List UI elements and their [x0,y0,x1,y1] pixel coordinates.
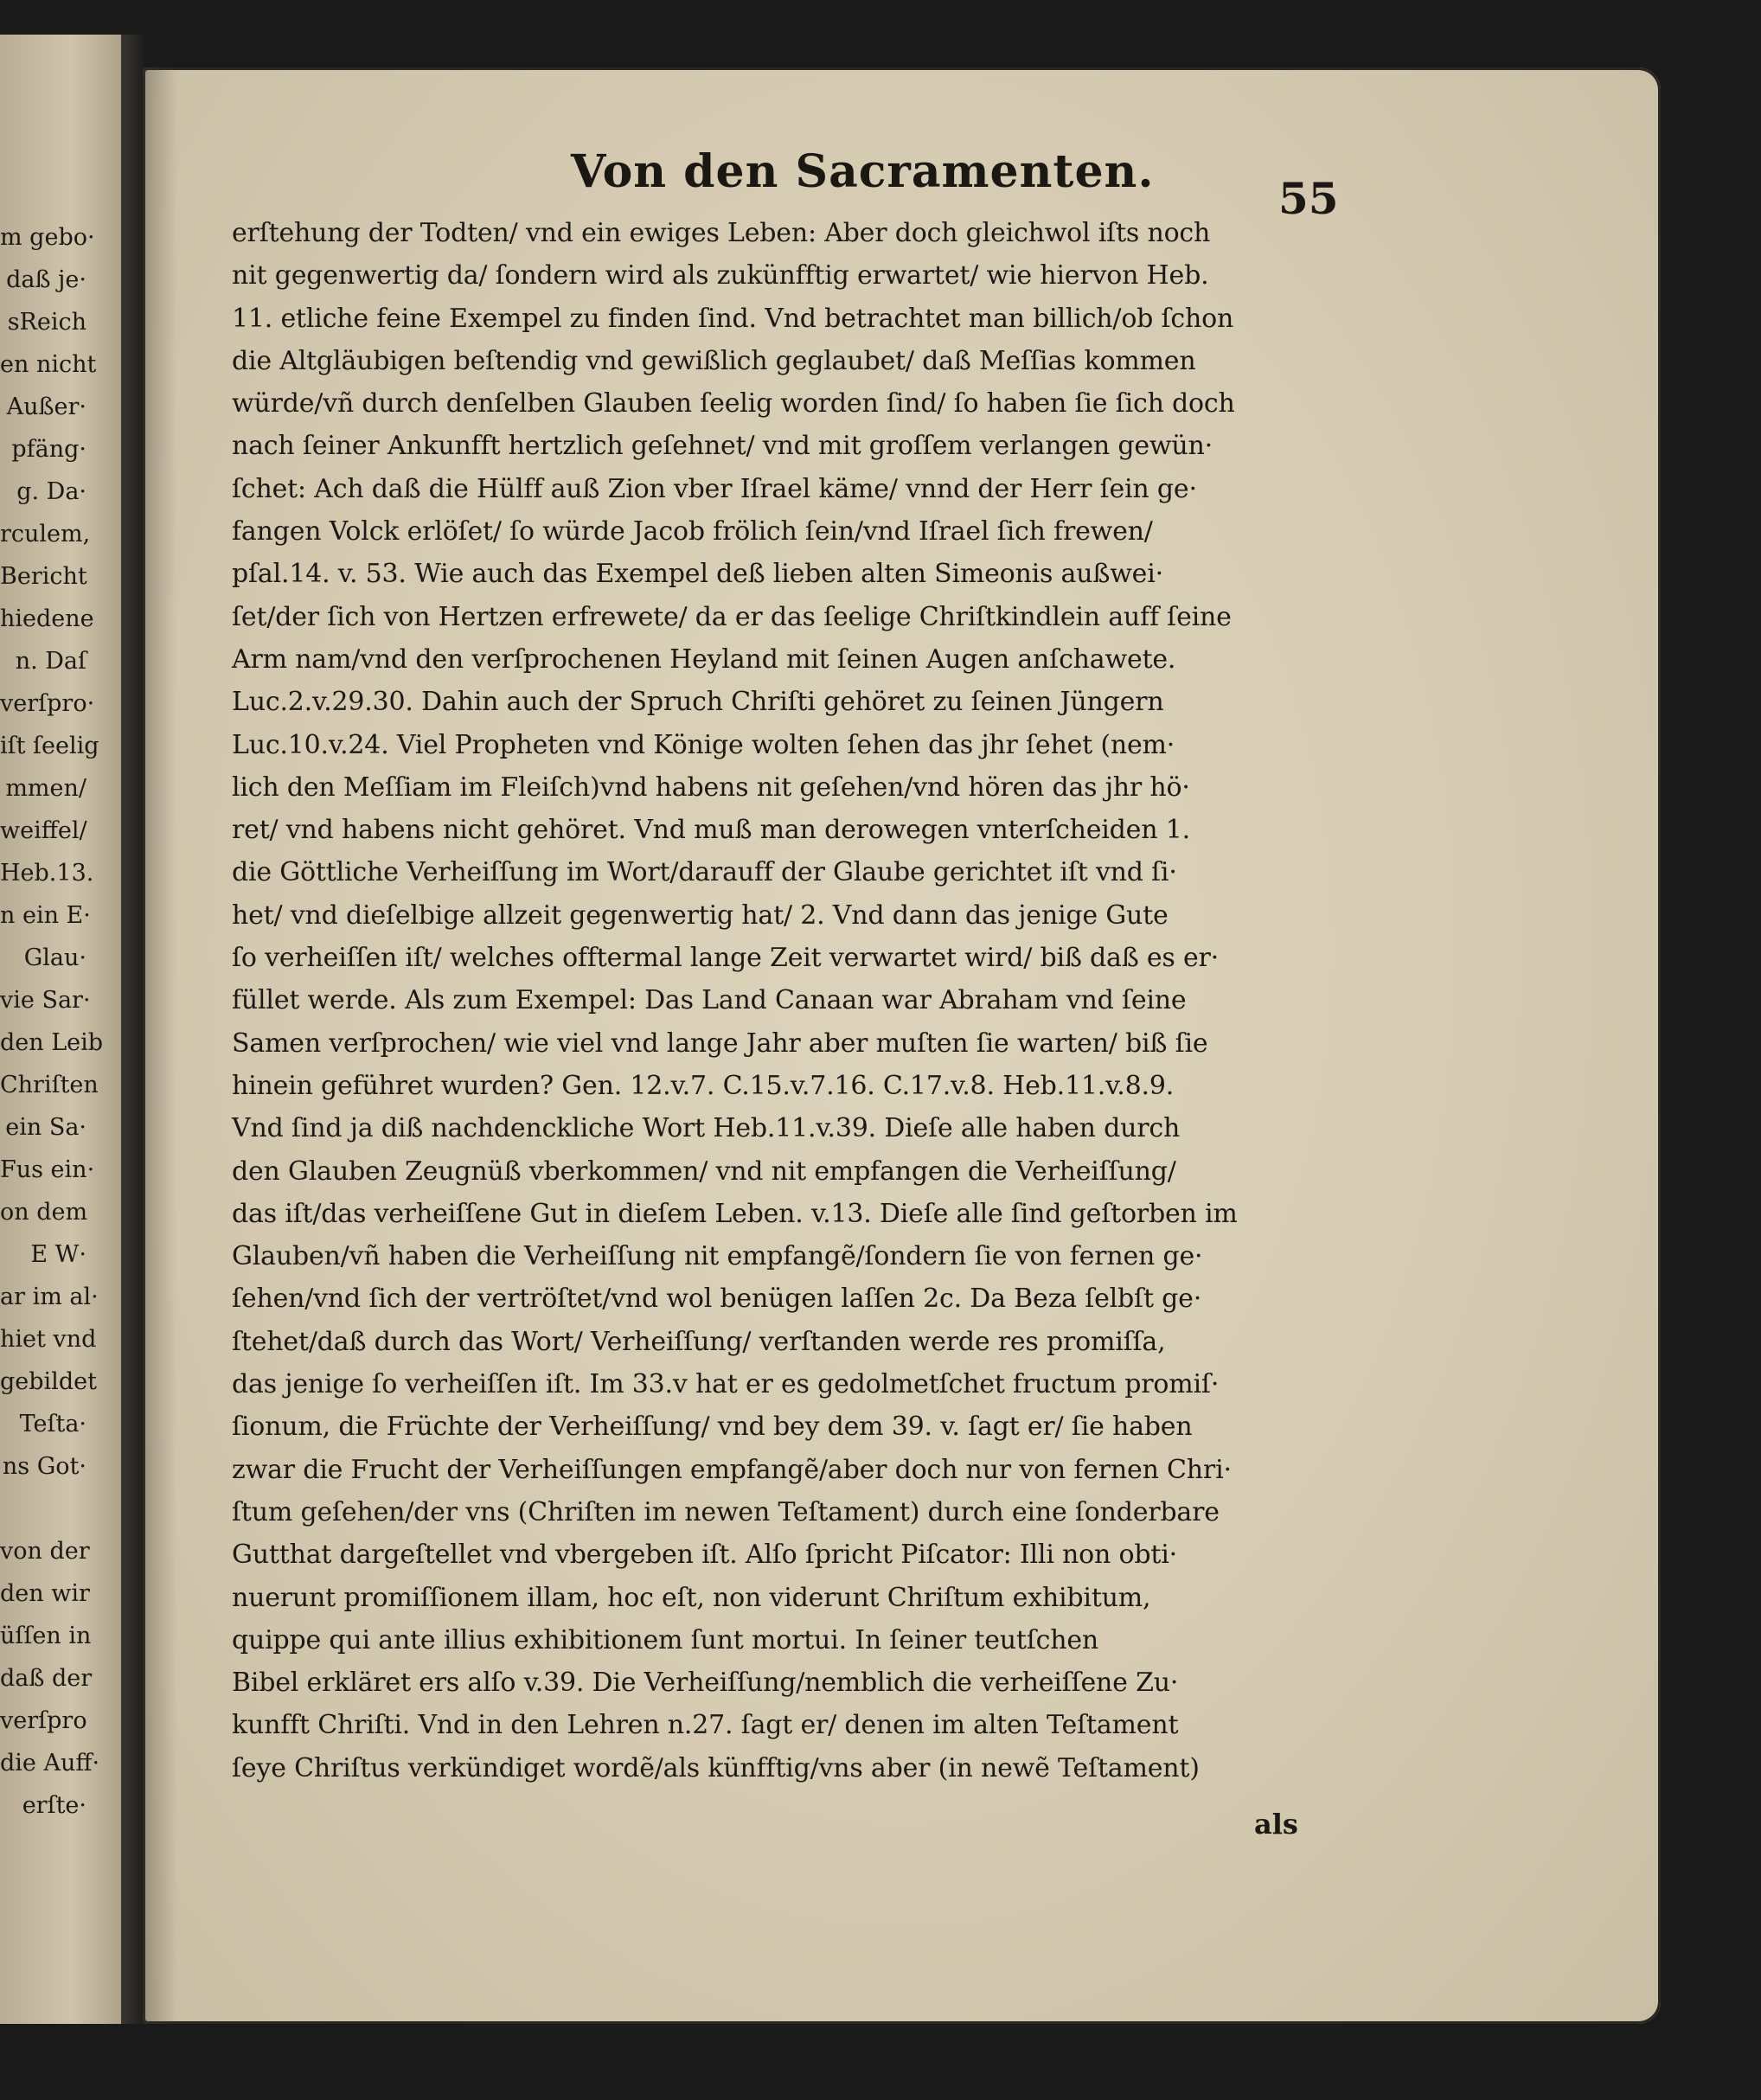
text-line: füllet werde. Als zum Exempel: Das Land Canaan war Abraham vnd ſeine [232,985,1187,1016]
left-page-fragment: mmen/ [5,775,86,802]
text-line: Bibel erkläret ers alſo v.39. Die Verheiſſung/nemblich die verheiſſene Zu· [232,1668,1179,1699]
left-page-fragment: ns Got· [2,1453,86,1480]
left-page-fragment: vie Sar· [0,987,91,1014]
left-page-edge [0,35,130,2024]
text-line: Luc.2.v.29.30. Dahin auch der Spruch Chriſti gehöret zu ſeinen Jüngern [232,687,1164,718]
text-line: nach ſeiner Ankunfft hertzlich geſehnet/ vnd mit groſſem verlangen gewün· [232,431,1213,462]
left-page-fragment: von der [0,1538,90,1565]
left-page-fragment: Außer· [6,394,86,420]
text-line: Vnd ſind ja diß nachdenckliche Wort Heb.11.v.39. Dieſe alle haben durch [232,1113,1181,1144]
left-page-fragment: ar im al· [0,1284,99,1310]
left-page-fragment: erſte· [22,1792,86,1819]
left-page-fragment: iſt ſeelig [0,733,99,759]
text-line: ret/ vnd habens nicht gehöret. Vnd muß man derowegen vnterſcheiden 1. [232,815,1190,846]
left-page-fragment: die Auff· [0,1750,100,1777]
text-line: ſchet: Ach daß die Hülff auß Zion vber Iſrael käme/ vnnd der Herr ſein ge· [232,473,1197,504]
left-page-fragment: m gebo· [0,224,95,251]
left-page-fragment: Teſta· [19,1411,86,1437]
text-line: lich den Meſſiam im Fleiſch)vnd habens nit geſehen/vnd hören das jhr hö· [232,771,1190,803]
text-line: ſehen/vnd ſich der vertröſtet/vnd wol benügen laſſen 2c. Da Beza ſelbſt ge· [232,1284,1202,1315]
left-page-fragment: n. Daſ [15,648,86,675]
text-line: Arm nam/vnd den verſprochenen Heyland mit ſeinen Augen anſchawete. [232,643,1176,675]
left-page-fragment: E W· [30,1241,86,1268]
left-page-fragment: üſſen in [0,1623,92,1649]
left-page-fragment: pfäng· [11,436,86,463]
left-page-fragment: weiffel/ [0,817,87,844]
left-page-fragment: sReich [7,309,86,336]
left-page-fragment: Glau· [23,944,86,971]
text-line: kunfft Chriſti. Vnd in den Lehren n.27. ſagt er/ denen im alten Teſtament [232,1710,1179,1741]
page-number: 55 [1278,173,1339,224]
text-line: fangen Volck erlöſet/ ſo würde Jacob frölich ſein/vnd Iſrael ſich frewen/ [232,516,1153,547]
text-line: ſet/der ſich von Hertzen erfrewete/ da er das ſeelige Chriſtkindlein auff ſeine [232,601,1232,632]
text-line: ſtum geſehen/der vns (Chriſten im newen Teſtament) durch eine ſonderbare [232,1496,1220,1527]
text-line: nuerunt promiſſionem illam, hoc eſt, non viderunt Chriſtum exhibitum, [232,1582,1151,1613]
text-line: das jenige ſo verheiſſen iſt. Im 33.v hat er es gedolmetſchet fructum promiſ· [232,1369,1220,1400]
left-page-fragment: verſpro· [0,690,95,717]
text-line: hinein geführet wurden? Gen. 12.v.7. C.15.v.7.16. C.17.v.8. Heb.11.v.8.9. [232,1070,1175,1101]
text-line: zwar die Frucht der Verheiſſungen empfangẽ/aber doch nur von fernen Chri· [232,1454,1232,1485]
left-page-fragment: Chriſten [0,1072,99,1098]
text-line: Luc.10.v.24. Viel Propheten vnd Könige wolten ſehen das jhr ſehet (nem· [232,729,1175,760]
text-line: ſeye Chriſtus verkündiget wordẽ/als künfftig/vns aber (in newẽ Teſtament) [232,1752,1200,1783]
left-page-fragment: rculem, [0,521,91,547]
left-page-fragment: Fus ein· [0,1156,95,1183]
text-line: nit gegenwertig da/ ſondern wird als zukünfftig erwartet/ wie hiervon Heb. [232,260,1209,291]
text-line: würde/vñ durch denſelben Glauben ſeelig worden ſind/ ſo haben ſie ſich doch [232,388,1235,419]
page-gutter [143,67,177,2024]
left-page-fragment: Heb.13. [0,860,94,887]
left-page-fragment [0,1488,86,1530]
left-page-fragment: n ein E· [0,902,91,929]
left-page-fragment: verſpro [0,1707,87,1734]
left-page-fragment: hiedene [0,605,94,632]
left-page-fragment: ein Sa· [5,1114,86,1141]
text-line: pſal.14. v. 53. Wie auch das Exempel deß lieben alten Simeonis außwei· [232,559,1163,590]
left-page-fragment: en nicht [0,351,97,378]
text-line: het/ vnd dieſelbige allzeit gegenwertig hat/ 2. Vnd dann das jenige Gute [232,900,1169,931]
text-line: Glauben/vñ haben die Verheiſſung nit empfangẽ/ſondern ſie von fernen ge· [232,1241,1203,1272]
text-line: quippe qui ante illius exhibitionem ſunt mortui. In ſeiner teutſchen [232,1624,1099,1655]
left-page-fragment: daß je· [6,266,86,293]
left-page-fragment: den wir [0,1580,90,1607]
left-page-fragment: on dem [0,1199,88,1226]
left-page-text-column [0,216,104,1827]
text-line: die Göttliche Verheiſſung im Wort/darauff der Glaube gerichtet iſt vnd ſi· [232,857,1177,888]
text-line: 11. etliche feine Exempel zu finden ſind. Vnd betrachtet man billich/ob ſchon [232,303,1234,334]
left-page-fragment: den Leib [0,1029,104,1056]
left-page-fragment: g. Da· [16,478,86,505]
text-line: das iſt/das verheiſſene Gut in dieſem Leben. v.13. Dieſe alle ſind geſtorben im [232,1198,1238,1229]
left-page-fragment: Bericht [0,563,87,590]
left-page-fragment: gebildet [0,1368,97,1395]
body-text-block [232,212,1332,1789]
text-line: Samen verſprochen/ wie viel vnd lange Jahr aber muſten ſie warten/ biß ſie [232,1028,1208,1059]
text-line: ſtehet/daß durch das Wort/ Verheiſſung/ verſtanden werde res promiſſa, [232,1326,1166,1357]
left-page-fragment: hiet vnd [0,1326,97,1353]
text-line: ſo verheiſſen iſt/ welches offtermal lange Zeit verwartet wird/ biß daß es er· [232,943,1219,974]
text-line: Gutthat dargeſtellet vnd vbergeben iſt. Alſo ſpricht Piſcator: Illi non obti· [232,1540,1177,1571]
left-page-fragment: daß der [0,1665,93,1692]
catchword: als [1254,1808,1298,1841]
text-line: die Altgläubigen beſtendig vnd gewißlich geglaubet/ daß Meſſias kommen [232,345,1196,376]
text-line: erſtehung der Todten/ vnd ein ewiges Leben: Aber doch gleichwol iſts noch [232,218,1211,248]
text-line: den Glauben Zeugnüß vberkommen/ vnd nit empfangen die Verheiſſung/ [232,1156,1176,1187]
running-header: Von den Sacramenten. [571,145,1155,198]
text-line: ſionum, die Früchte der Verheiſſung/ vnd bey dem 39. v. ſagt er/ ſie haben [232,1412,1193,1443]
